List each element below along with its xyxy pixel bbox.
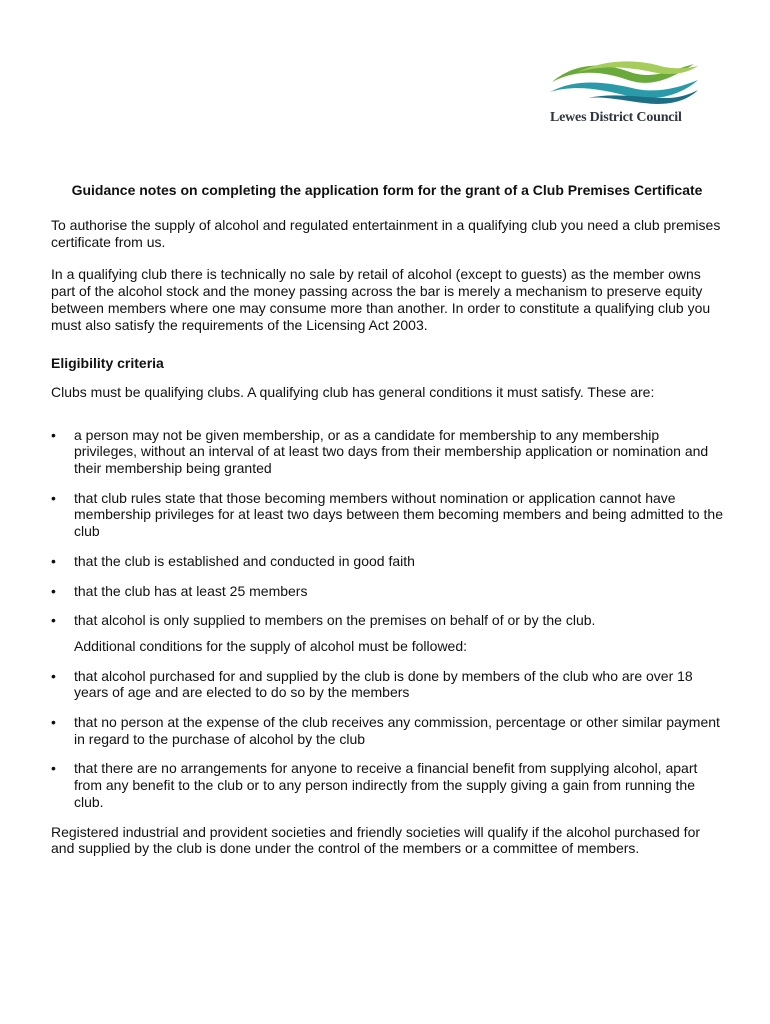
wave-logo-icon xyxy=(548,56,700,104)
list-item-text: that the club is established and conducted in good faith xyxy=(74,552,415,569)
intro-paragraph-1: To authorise the supply of alcohol and regulated entertainment in a qualifying club you need a club premises certificate from us. xyxy=(51,217,721,250)
intro-paragraph-2: In a qualifying club there is technically no sale by retail of alcohol (except to guests) as the member owns part of the alcohol stock and the money passing across the bar is merely a mechanism to preserve equity between members where one may consume more than another. In order to constitute a qualifying club you must also satisfy the requirements of the Licensing Act 2003. xyxy=(51,266,711,333)
criteria-list xyxy=(51,427,723,629)
closing-paragraph: Registered industrial and provident societies and friendly societies will qualify if the alcohol purchased for and supplied by the club is done under the control of the members or a committee of members. xyxy=(51,823,701,857)
list-item xyxy=(51,612,723,629)
bullet-icon: • xyxy=(51,714,56,731)
section-heading: Eligibility criteria xyxy=(51,355,164,372)
section-intro: Clubs must be qualifying clubs. A qualifying club has general conditions it must satisfy. These are: xyxy=(51,383,655,400)
list-item-text: a person may not be given membership, or as a candidate for membership to any membership privileges, without an interval of at least two days from their membership application or nomination and their membership being granted xyxy=(74,426,709,477)
list-item xyxy=(51,583,723,600)
list-item xyxy=(51,760,723,810)
list-item xyxy=(51,553,723,570)
bullet-icon: • xyxy=(51,426,56,443)
council-logo xyxy=(548,56,700,128)
list-item xyxy=(51,668,723,701)
additional-conditions-note: Additional conditions for the supply of alcohol must be followed: xyxy=(74,637,468,654)
bullet-icon: • xyxy=(51,582,56,599)
bullet-icon: • xyxy=(51,667,56,684)
list-item-text: that club rules state that those becoming members without nomination or application cannot have membership privileges for at least two days between them becoming members and being admitted to the club xyxy=(74,489,724,540)
document-body xyxy=(51,182,723,873)
list-item-text: that there are no arrangements for anyone to receive a financial benefit from supplying alcohol, apart from any benefit to the club or to any person indirectly from the supply giving a gain from running the club. xyxy=(74,760,698,810)
bullet-icon: • xyxy=(51,760,56,777)
bullet-icon: • xyxy=(51,612,56,629)
list-item-text: that no person at the expense of the club receives any commission, percentage or other similar payment in regard to the purchase of alcohol by the club xyxy=(74,714,720,747)
list-item-text: that alcohol purchased for and supplied by the club is done by members of the club who are over 18 years of age and are elected to do so by the members xyxy=(74,667,693,701)
bullet-icon: • xyxy=(51,552,56,569)
document-title: Guidance notes on completing the application form for the grant of a Club Premises Certificate xyxy=(71,182,703,198)
bullet-icon: • xyxy=(51,489,56,506)
list-item-text: that alcohol is only supplied to members on the premises on behalf of or by the club. xyxy=(74,612,596,629)
list-item xyxy=(51,714,723,747)
list-item xyxy=(51,490,723,540)
council-name: Lewes District Council xyxy=(550,110,682,125)
list-item-text: that the club has at least 25 members xyxy=(74,582,308,599)
list-item xyxy=(51,427,723,477)
additional-conditions-list xyxy=(51,668,723,811)
